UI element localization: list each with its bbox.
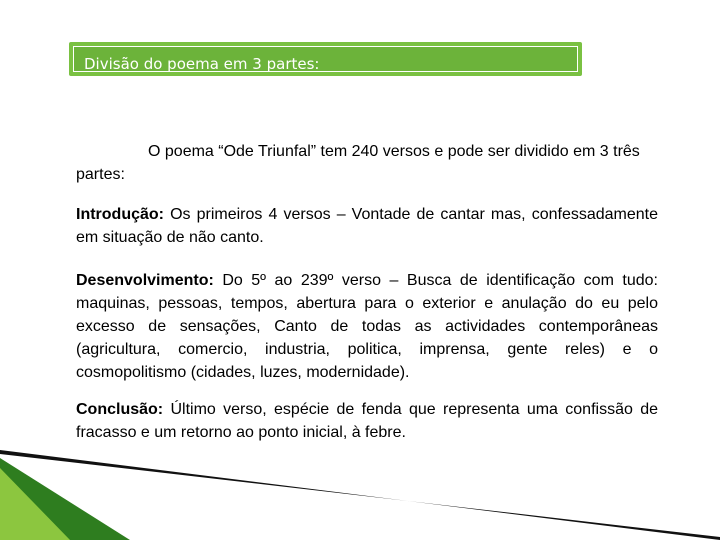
section-desenvolvimento [76, 269, 658, 384]
section-introducao [76, 203, 658, 249]
slide-title: Divisão do poema em 3 partes: [84, 55, 320, 73]
intro-paragraph [76, 140, 658, 186]
decorative-swoosh [0, 440, 720, 540]
section-term: Introdução: [76, 206, 164, 223]
section-text: Último verso, espécie de fenda que representa uma confissão de fracasso e um retorno ao ponto inicial, à febre. [76, 401, 658, 441]
section-term: Conclusão: [76, 401, 164, 418]
intro-text: O poema “Ode Triunfal” tem 240 versos e pode ser dividido em 3 três partes: [76, 143, 640, 183]
title-banner-inner [73, 46, 578, 72]
section-conclusao [76, 398, 658, 444]
section-term: Desenvolvimento: [76, 272, 214, 289]
section-text: Do 5º ao 239º verso – Busca de identificação com tudo: maquinas, pessoas, tempos, abertura para o exterior e anulação do eu pelo excesso de sensações, Canto de todas as actividades contemporâneas (agricultura, comercio, industria, politica, imprensa, gente reles) e o cosmopolitismo (cidades, luzes, modernidade). [76, 272, 658, 381]
title-banner [69, 42, 582, 76]
section-text: Os primeiros 4 versos – Vontade de cantar mas, confessadamente em situação de não canto. [76, 206, 658, 246]
